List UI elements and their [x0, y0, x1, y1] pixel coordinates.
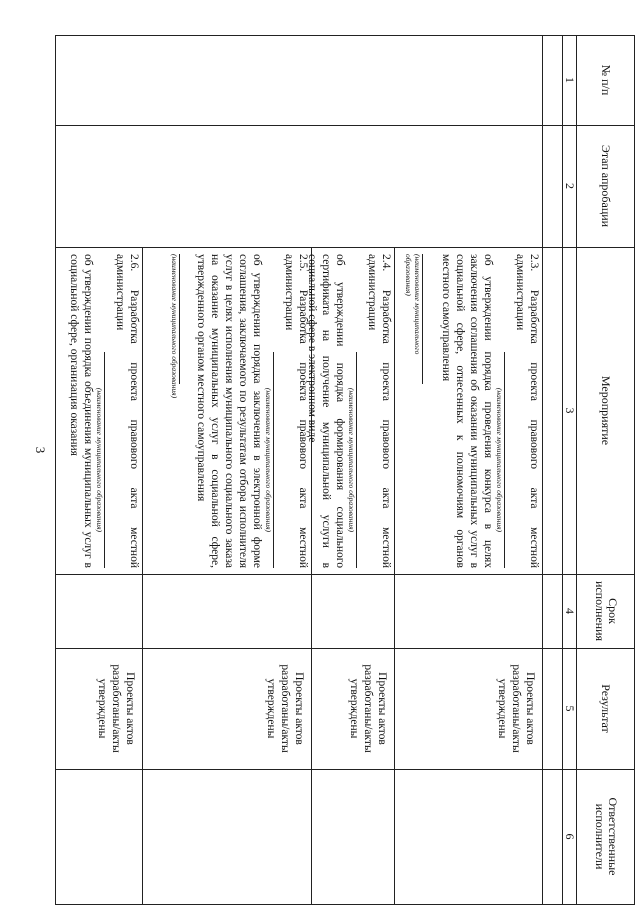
- end-note: (наименование муниципального образования): [404, 254, 422, 355]
- sub-note: (наименование муниципального образования): [264, 387, 273, 533]
- activity-body: об утверждении порядка объединения муниципальных услуг в социальной сфере, организация оказания: [68, 254, 94, 568]
- activity-body: об утверждении порядка проведения конкурса в целях заключения соглашения об оказании муниципальных услуг в социальной сфере, отнесенных к полномочиям органов местного самоуправления: [440, 254, 494, 568]
- activity-body: об утверждении порядка заключения в электронной форме соглашения, заключаемого по результатам отбора исполнителя услуг в целях исполнения муниципального социального заказа на оказание муниципальных услуг в социальной сфере, утвержденного органом местного самоуправления: [195, 254, 263, 568]
- header-activity: Мероприятие: [599, 375, 614, 446]
- result-2-4: Проекты актов разработаны/акты утверждены: [348, 664, 388, 753]
- sub-note: (наименование муниципального образования): [495, 387, 504, 533]
- blank-line: [504, 352, 513, 568]
- result-2-5: Проекты актов разработаны/акты утверждены: [265, 664, 305, 753]
- activity-2-4: [306, 247, 395, 574]
- header-stage: Этап апробации: [599, 144, 614, 228]
- activity-title: 2.3. Разработка проекта правового акта местной администрации: [514, 254, 540, 568]
- col-number-6: 6: [563, 833, 577, 840]
- result-2-6: Проекты актов разработаны/акты утверждены: [96, 664, 136, 753]
- activity-2-5: [143, 247, 312, 574]
- col-number-4: 4: [563, 608, 577, 614]
- header-result: Результат: [599, 684, 614, 733]
- blank-line: [273, 352, 282, 568]
- blank-line: [422, 254, 439, 384]
- blank-line: [104, 352, 113, 568]
- col-number-2: 2: [563, 183, 577, 189]
- sub-note: (наименование муниципального образования): [347, 387, 356, 533]
- activity-2-3: [395, 247, 543, 574]
- result-2-3: Проекты актов разработаны/акты утверждены: [496, 664, 536, 753]
- page-number: 3: [33, 446, 48, 454]
- col-number-1: 1: [563, 77, 577, 83]
- activity-title: 2.6. Разработка проекта правового акта местной администрации: [114, 254, 140, 568]
- col-number-5: 5: [563, 705, 577, 712]
- activity-2-6: [56, 247, 143, 574]
- end-note: (наименование муниципального образования): [170, 254, 179, 399]
- blank-line: [179, 254, 194, 384]
- col-number-3: 3: [563, 407, 577, 414]
- activity-title: 2.4. Разработка проекта правового акта местной администрации: [366, 254, 392, 568]
- activity-title: 2.5. Разработка проекта правового акта местной администрации: [283, 254, 309, 568]
- activity-body: об утверждении порядка формирования социального сертификата на получение муниципальной услуги в социальной сфере в электронном виде: [306, 254, 346, 568]
- header-deadline: Срок исполнения: [593, 580, 620, 642]
- sub-note: (наименование муниципального образования): [95, 387, 104, 533]
- header-responsible: Ответственные исполнители: [593, 797, 620, 876]
- approbation-table: [55, 35, 635, 905]
- header-number: № п/п: [599, 64, 614, 96]
- blank-line: [356, 352, 365, 568]
